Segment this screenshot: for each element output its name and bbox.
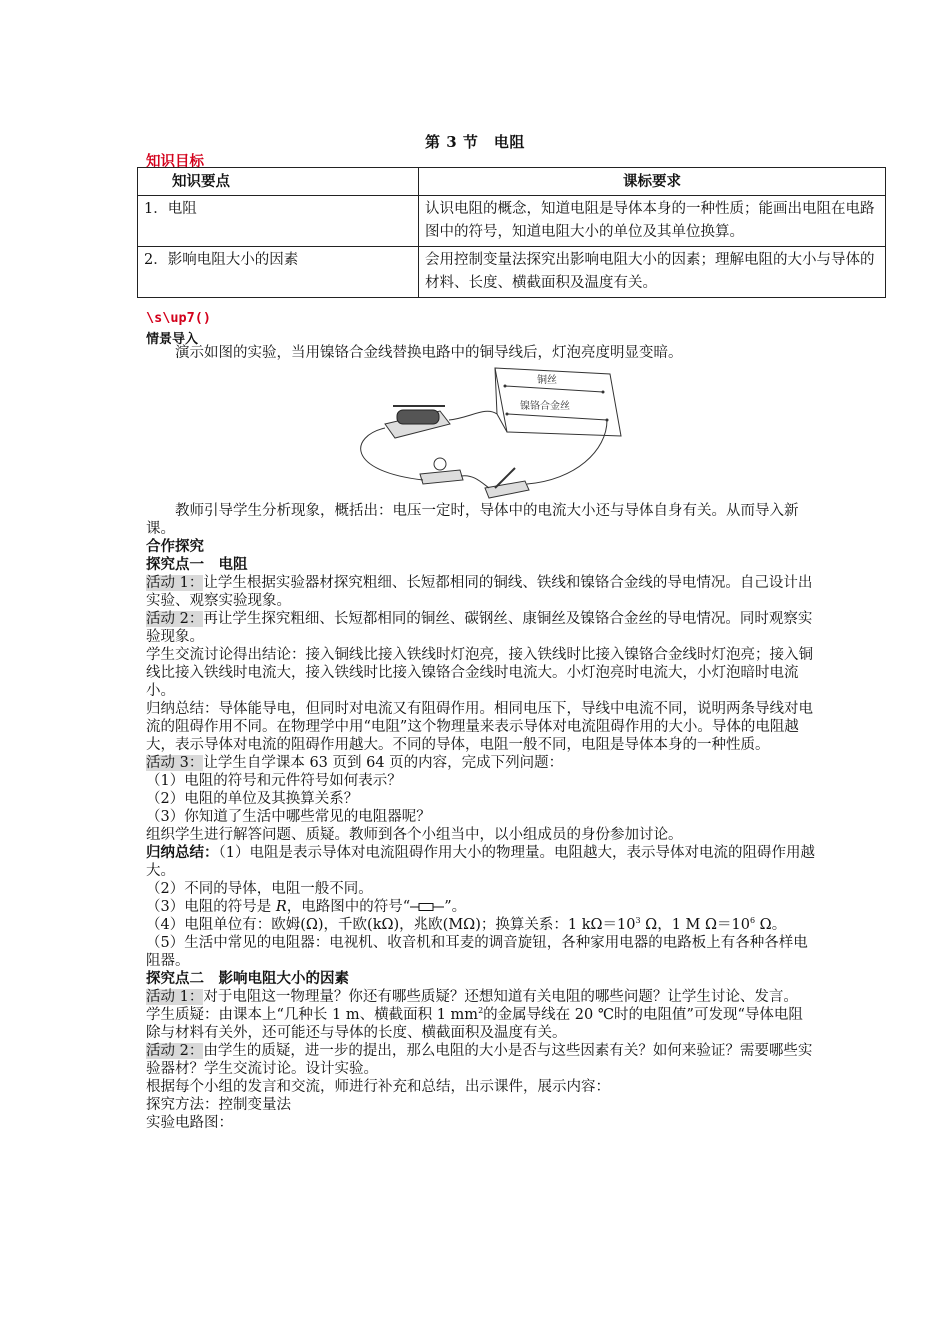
summary-4: （4）电阻单位有：欧姆(Ω)，千欧(kΩ)，兆欧(MΩ)；换算关系：1 $k\Omega=10^3$ Ω，1 M $\Omega=10^6$ Ω。 <box>146 916 787 933</box>
intro-conclusion: 教师引导学生分析现象，概括出：电压一定时，导体中的电流大小还与导体自身有关。从而导入新课。 <box>146 503 799 537</box>
goals-table <box>137 167 886 298</box>
p2-circuit: 实验电路图： <box>146 1115 233 1131</box>
point1-title: 探究点一 电阻 <box>146 556 248 573</box>
scene-intro-label: 情景导入 <box>146 332 199 347</box>
point2-title: 探究点二 影响电阻大小的因素 <box>146 970 349 987</box>
p1-activity1: 活动 1：让学生根据实验器材探究粗细、长短都相同的铜线、铁线和镍铬合金线的导电情况。自己设计出实验、观察实验现象。 <box>146 575 813 609</box>
table-cell-requirement: 会用控制变量法探究出影响电阻大小的因素；理解电阻的大小与导体的材料、长度、横截面积及温度有关。 <box>419 247 886 298</box>
wire <box>361 428 423 480</box>
p1-summary: 归纳总结：导体能导电，但同时对电流又有阻碍作用。相同电压下，导线中电流不同，说明两条导线对电流的阻碍作用不同。在物理学中用“电阻”这个物理量来表示导体对电流阻碍作用的大小。导体的电阻越大，表示导体对电流的阻碍作用越大。不同的导体，电阻一般不同，电阻是导体本身的一种性质。 <box>146 701 813 753</box>
bulb-base <box>420 470 463 484</box>
experiment-figure <box>345 356 630 506</box>
summary-1: 归纳总结：（1）电阻是表示导体对电流阻碍作用大小的物理量。电阻越大，表示导体对电流的阻碍作用越大。 <box>146 844 815 879</box>
switch-base <box>485 481 529 498</box>
wire <box>449 411 497 420</box>
field-code-text: \s\up7() <box>146 310 212 326</box>
main-text-block <box>146 502 816 1132</box>
table-header-cell: 课标要求 <box>419 168 886 196</box>
p2-feedback: 根据每个小组的发言和交流，师进行补充和总结，出示课件，展示内容： <box>146 1079 610 1095</box>
question-1: （1）电阻的符号和元件符号如何表示？ <box>146 773 402 789</box>
summary-2: （2）不同的导体，电阻一般不同。 <box>146 881 373 897</box>
table-header-row <box>138 168 886 196</box>
table-header-cell: 知识要点 <box>138 168 419 196</box>
nichrome-wire-label: 镍铬合金丝 <box>520 401 570 412</box>
activity-label: 活动 2： <box>146 611 204 627</box>
p2-doubt: 学生质疑：由课本上“几种长 1 m、横截面积 1 $mm^2$的金属导线在 20 ℃时的电阻值”可发现“导体电阻除与材料有关外，还可能还与导体的长度、横截面积及温度有关。 <box>146 1006 803 1041</box>
summary-5: （5）生活中常见的电阻器：电视机、收音机和耳麦的调音旋钮，各种家用电器的电路板上有各种各样电阻器。 <box>146 935 808 969</box>
rheostat-coil <box>397 410 439 424</box>
p1-discussion: 学生交流讨论得出结论：接入铜线比接入铁线时灯泡亮，接入铁线时比接入镍铬合金线时灯泡亮；接入铜线比接入铁线时电流大，接入铁线时比接入镍铬合金线时电流大。小灯泡亮时电流大，小灯泡暗时电流小。 <box>146 647 813 699</box>
table-cell-point: 2．影响电阻大小的因素 <box>138 247 419 298</box>
page-title: 第 3 节 电阻 <box>425 133 525 151</box>
knowledge-goals-label: 知识目标 <box>146 153 204 170</box>
table-row <box>138 196 886 247</box>
wire <box>461 476 489 488</box>
resistor-symbol-icon <box>410 902 444 912</box>
bulb-icon <box>434 458 446 470</box>
question-3: （3）你知道了生活中哪些常见的电阻器呢？ <box>146 809 431 825</box>
activity-label: 活动 3： <box>146 755 204 771</box>
table-cell-requirement: 认识电阻的概念，知道电阻是导体本身的一种性质；能画出电阻在电路图中的符号，知道电阻大小的单位及其单位换算。 <box>419 196 886 247</box>
table-row <box>138 247 886 298</box>
p2-activity1: 活动 1：对于电阻这一物理量？你还有哪些质疑？还想知道有关电阻的哪些问题？让学生讨论、发言。 <box>146 989 798 1005</box>
scene-intro-text: 演示如图的实验，当用镍铬合金线替换电路中的铜导线后，灯泡亮度明显变暗。 <box>175 345 683 361</box>
question-2: （2）电阻的单位及其换算关系？ <box>146 791 359 807</box>
p2-method: 探究方法：控制变量法 <box>146 1097 291 1113</box>
activity-label: 活动 2： <box>146 1043 204 1059</box>
summary-3: （3）电阻的符号是 R，电路图中的符号“ ”。 <box>146 899 467 915</box>
p1-activity2: 活动 2：再让学生探究粗细、长短都相同的铜丝、碳钢丝、康铜丝及镍铬合金丝的导电情况。同时观察实验现象。 <box>146 611 813 645</box>
coop-label: 合作探究 <box>146 538 204 555</box>
copper-wire-label: 铜丝 <box>537 375 557 386</box>
activity-label: 活动 1： <box>146 989 204 1005</box>
p1-organize: 组织学生进行解答问题、质疑。教师到各个小组当中，以小组成员的身份参加讨论。 <box>146 827 683 843</box>
p1-activity3: 活动 3：让学生自学课本 63 页到 64 页的内容，完成下列问题： <box>146 755 564 771</box>
activity-label: 活动 1： <box>146 575 204 591</box>
table-cell-point: 1．电阻 <box>138 196 419 247</box>
p2-activity2: 活动 2：由学生的质疑，进一步的提出，那么电阻的大小是否与这些因素有关？如何来验证？需要哪些实验器材？学生交流讨论。设计实验。 <box>146 1043 813 1077</box>
